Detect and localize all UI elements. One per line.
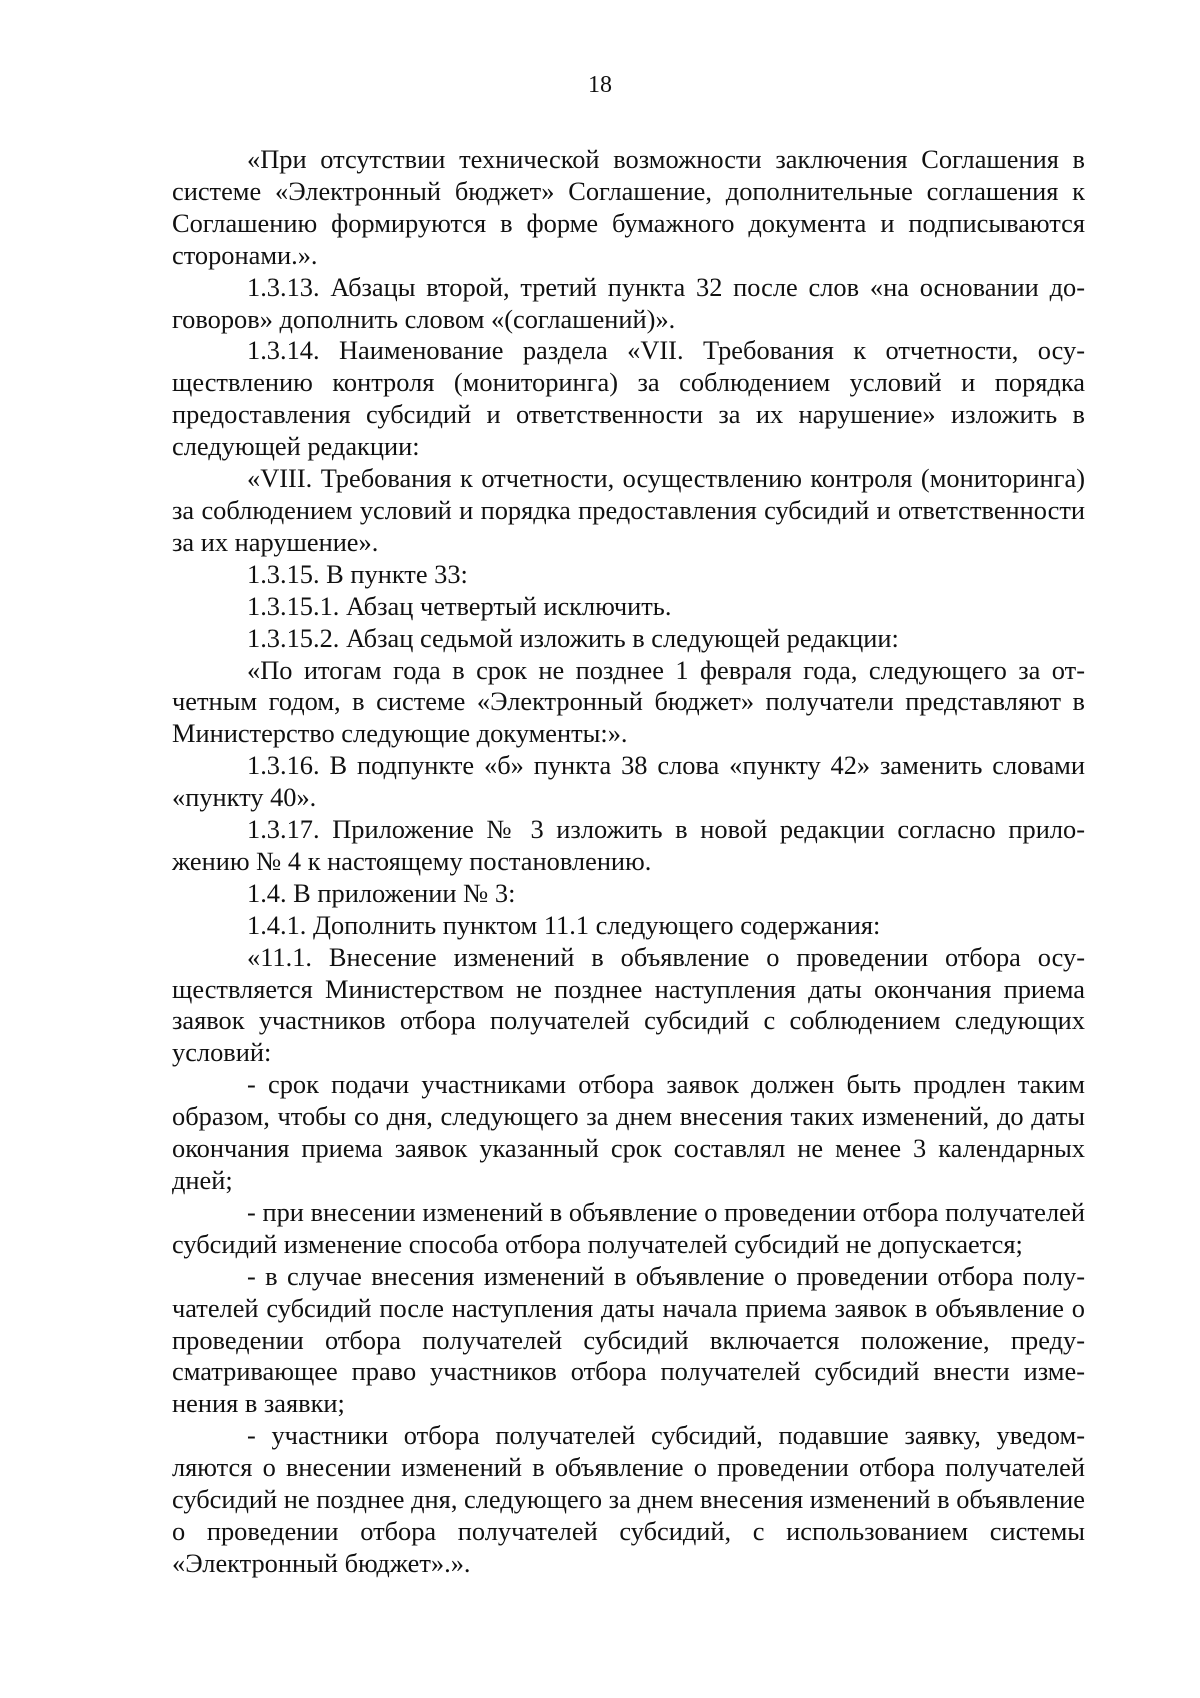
paragraph: «По итогам года в срок не позднее 1 февраля года, следующего за отчетным годом, в системе «Электронный бюджет» получатели представляют в Министерство следующие документы:». <box>172 654 1085 749</box>
paragraph: «При отсутствии технической возможности заключения Соглашения в системе «Электронный бюджет» Соглашение, дополнительные соглашения к Соглашению формируются в форме бумажного документа и подписываются сторонами.». <box>172 144 1085 270</box>
paragraph: 1.3.14. Наименование раздела «VII. Требования к отчетности, осуществлению контроля (мониторинга) за соблюдением условий и порядка предоставления субсидий и ответственности за их нарушение» изложить в следующей редакции: <box>172 335 1085 462</box>
document-body <box>172 144 1085 1580</box>
paragraph: 1.4. В приложении № 3: <box>247 877 516 908</box>
page-number: 18 <box>588 72 612 98</box>
paragraph: - участники отбора получателей субсидий, подавшие заявку, уведомляются о внесении изменений в объявление о проведении отбора получателей субсидий не позднее дня, следующего за днем внесения изменений в объявление о проведении отбора получателей субсидий, с использованием системы «Электронный бюджет».». <box>172 1420 1085 1578</box>
paragraph: 1.4.1. Дополнить пунктом 11.1 следующего содержания: <box>247 909 881 940</box>
paragraph: - в случае внесения изменений в объявление о проведении отбора получателей субсидий после наступления даты начала приема заявок в объявление о проведении отбора получателей субсидий включается положение, предусматривающее право участников отбора получателей субсидий внести изменения в заявки; <box>172 1260 1085 1419</box>
paragraph: «VIII. Требования к отчетности, осуществлению контроля (мониторинга) за соблюдением условий и порядка предоставления субсидий и ответственности за их нарушение». <box>172 463 1085 557</box>
paragraph: 1.3.13. Абзацы второй, третий пункта 32 после слов «на основании договоров» дополнить словом «(соглашений)». <box>172 271 1085 334</box>
paragraph: 1.3.15. В пункте 33: <box>247 558 468 589</box>
paragraph: - срок подачи участниками отбора заявок должен быть продлен таким образом, чтобы со дня, следующего за днем внесения таких изменений, до даты окончания приема заявок указанный срок составлял не менее 3 календарных дней; <box>172 1069 1085 1195</box>
paragraph: 1.3.16. В подпункте «б» пункта 38 слова «пункту 42» заменить словами «пункту 40». <box>172 750 1085 813</box>
paragraph: 1.3.17. Приложение № 3 изложить в новой редакции согласно приложению № 4 к настоящему постановлению. <box>172 814 1085 876</box>
paragraph: 1.3.15.2. Абзац седьмой изложить в следующей редакции: <box>247 622 899 653</box>
paragraph: 1.3.15.1. Абзац четвертый исключить. <box>247 590 672 621</box>
paragraph: «11.1. Внесение изменений в объявление о проведении отбора осуществляется Министерством не позднее наступления даты окончания приема заявок участников отбора получателей субсидий с соблюдением следующих условий: <box>172 941 1085 1068</box>
paragraph: - при внесении изменений в объявление о проведении отбора получателей субсидий изменение способа отбора получателей субсидий не допускается; <box>172 1196 1085 1259</box>
